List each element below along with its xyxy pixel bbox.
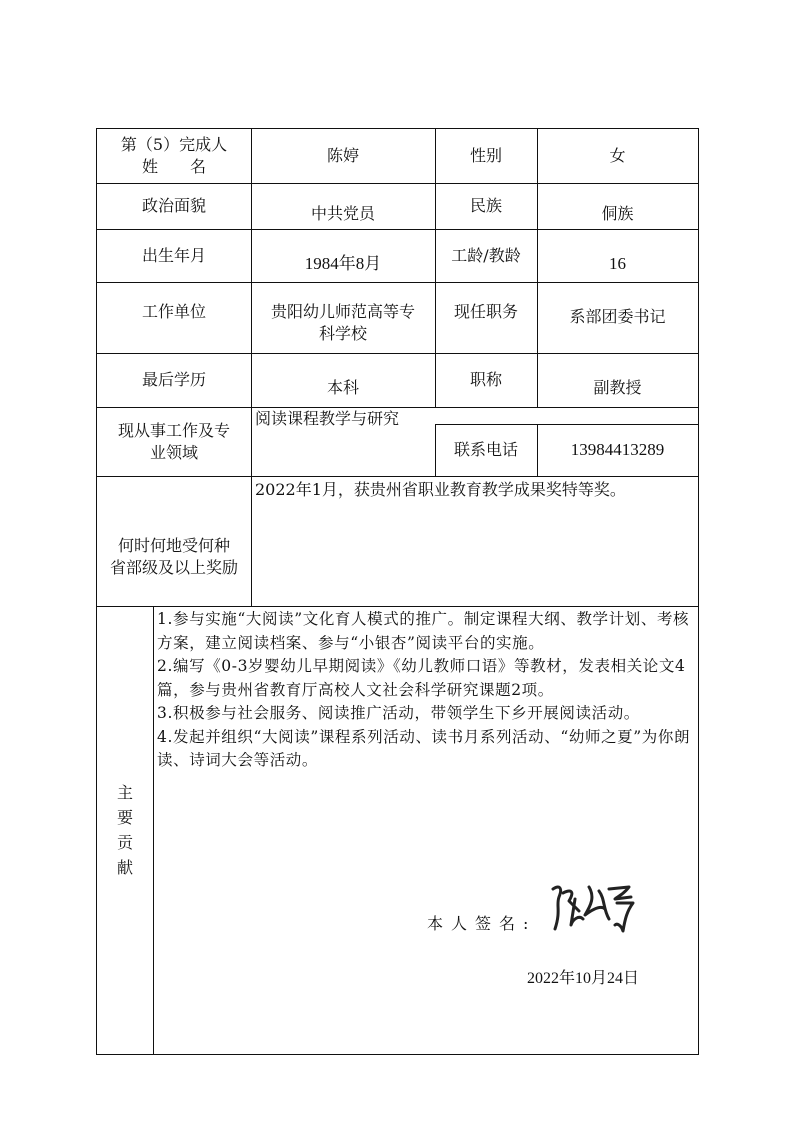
awards-label-cell	[97, 476, 251, 606]
contribution-item-1: 1.参与实施“大阅读”文化育人模式的推广。制定课程大纲、教学计划、考核方案，建立阅读档案、参与“小银杏”阅读平台的实施。	[157, 610, 690, 652]
contribution-label-char-1: 主	[116, 783, 133, 802]
contribution-item-2: 2.编写《0-3岁婴幼儿早期阅读》《幼儿教师口语》等教材，发表相关论文4篇，参与贵州省教育厅高校人文社会科学研究课题2项。	[157, 657, 686, 699]
employer-value-line2: 科学校	[318, 324, 367, 343]
ethnicity-label: 民族	[469, 196, 502, 215]
field-value: 阅读课程教学与研究	[255, 409, 400, 428]
title-label: 职称	[469, 370, 502, 389]
awards-text: 2022年1月，获贵州省职业教育教学成果奖特等奖。	[255, 480, 626, 499]
name-value: 陈婷	[326, 146, 359, 165]
signature-date: 2022年10月24日	[527, 970, 640, 987]
political-label: 政治面貌	[141, 196, 206, 215]
contribution-label-char-4: 献	[116, 858, 133, 877]
education-value: 本科	[326, 378, 359, 397]
field-label-cell	[97, 407, 251, 476]
field-label-line2: 业领域	[149, 442, 198, 462]
name-label-line1: 第（5）完成人	[120, 135, 228, 154]
seniority-label: 工龄/教龄	[451, 245, 521, 265]
employer-value-line1: 贵阳幼儿师范高等专	[270, 302, 415, 321]
position-label: 现任职务	[453, 302, 518, 321]
handwritten-signature	[545, 875, 645, 935]
birth-label: 出生年月	[141, 245, 206, 265]
contribution-label-char-2: 要	[116, 808, 133, 827]
employer-value-cell	[251, 293, 435, 353]
awards-label-line1: 何时何地受何种	[117, 536, 230, 555]
signature-label: 本人签名:	[427, 914, 537, 933]
contribution-item-4: 4.发起并组织“大阅读”课程系列活动、读书月系列活动、“幼师之夏”为你朗读、诗词大会等活动。	[157, 727, 691, 769]
gender-value: 女	[609, 146, 626, 165]
contribution-label	[97, 606, 153, 1054]
employer-label: 工作单位	[141, 302, 206, 321]
education-label: 最后学历	[141, 370, 206, 389]
awards-label-line2: 省部级及以上奖励	[109, 558, 238, 577]
political-value: 中共党员	[310, 204, 375, 223]
personal-info-form	[96, 128, 699, 1055]
contribution-label-char-3: 贡	[116, 833, 133, 852]
field-label-line1: 现从事工作及专	[117, 420, 230, 440]
name-label-line2: 姓 名	[141, 157, 206, 176]
phone-value: 13984413289	[570, 440, 665, 459]
gender-label: 性别	[469, 146, 502, 165]
phone-label: 联系电话	[453, 440, 518, 459]
contribution-item-3: 3.积极参与社会服务、阅读推广活动，带领学生下乡开展阅读活动。	[157, 704, 640, 722]
title-value: 副教授	[593, 378, 642, 397]
name-label-cell	[97, 129, 251, 183]
position-value: 系部团委书记	[569, 307, 666, 326]
birth-value: 1984年8月	[304, 253, 382, 273]
ethnicity-value: 侗族	[601, 204, 634, 223]
contribution-text	[157, 608, 697, 773]
seniority-value: 16	[609, 253, 626, 273]
